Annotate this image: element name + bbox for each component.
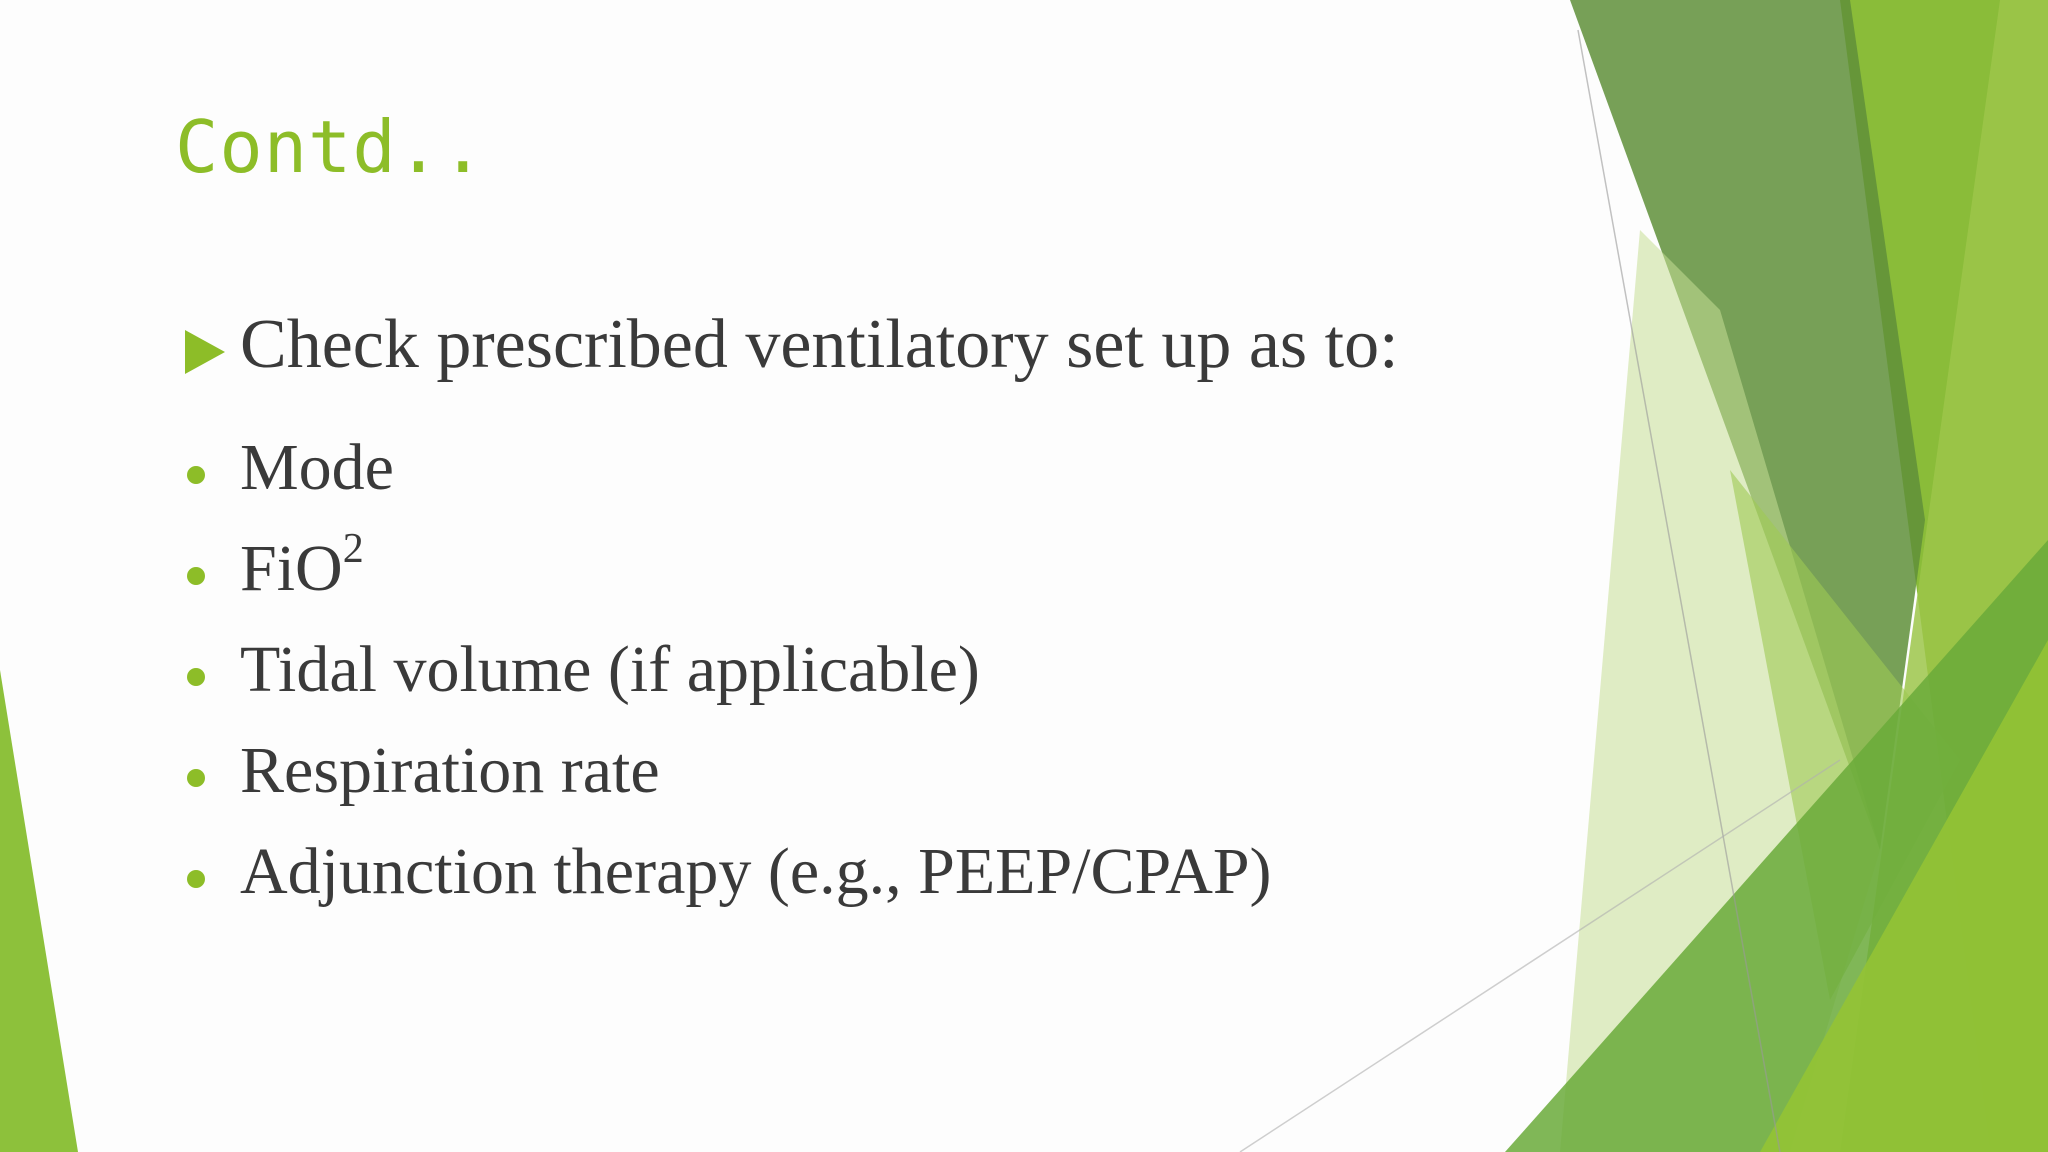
bullet-dot-icon	[187, 769, 205, 787]
slide-body	[180, 300, 1580, 908]
slide-title: Contd..	[175, 105, 486, 189]
arrow-right-icon	[185, 330, 225, 374]
list-item-label: Mode	[240, 431, 394, 504]
list-item-label: Tidal volume (if applicable)	[240, 633, 980, 706]
bullet-dot-icon	[187, 466, 205, 484]
bullet-dot-icon	[187, 567, 205, 585]
list-item-label: Adjunction therapy (e.g., PEEP/CPAP)	[240, 835, 1272, 908]
left-green-sliver	[0, 670, 78, 1152]
lead-bullet	[180, 300, 1580, 390]
bullet-dot-icon	[187, 870, 205, 888]
list-item-label: Respiration rate	[240, 734, 660, 807]
list-item-label: FiO$^2$	[240, 526, 364, 605]
superscript: 2	[342, 526, 364, 572]
lead-text: Check prescribed ventilatory set up as to:	[240, 306, 1399, 383]
bullet-dot-icon	[187, 668, 205, 686]
